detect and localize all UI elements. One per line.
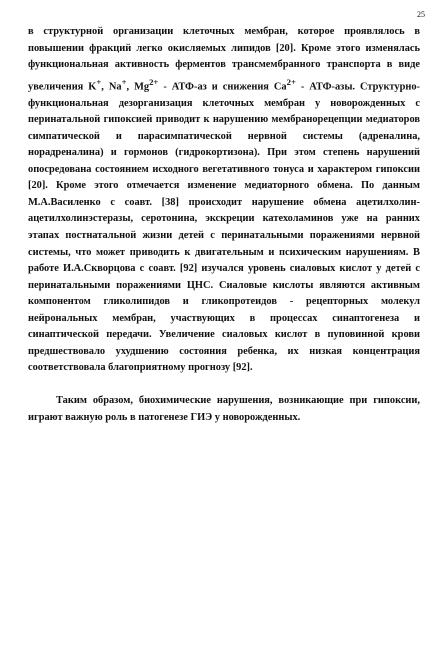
- text-run: , Na: [101, 81, 122, 93]
- superscript-charge: +: [121, 76, 127, 87]
- text-run: , Mg: [126, 81, 150, 93]
- text-run: в структурной организации клеточных мембран, которое проявлялось в повышении фракций легко окисляемых липидов [20]. Кроме этого изменялась функциональная активность ферментов трансмембранного транспорта в виде увеличения K: [28, 26, 420, 93]
- superscript-charge: 2+: [286, 76, 296, 87]
- superscript-charge: 2+: [149, 76, 159, 87]
- text-run: - АТФ-аз и снижения Ca: [158, 81, 287, 93]
- body-text: [28, 24, 420, 426]
- page-number: 25: [417, 10, 425, 19]
- superscript-charge: +: [96, 76, 102, 87]
- text-run: - АТФ-азы. Структурно-функциональная дезорганизация клеточных мембран у новорожденных с перинатальной гипоксией приводит к нарушению мембранорецепции медиаторов симпатической и парасимпатической нервной системы (адреналина, норадреналина) и гормонов (гидрокортизона). При этом степень нарушений опосредована состоянием исходного вегетативного тонуса и характером гипоксии [20]. Кроме этого отмечается изменение медиаторного обмена. По данным М.А.Василенко с соавт. [38] происходит нарушение обмена ацетилхолин-ацетилхолинэстеразы, серотонина, экскреции катехоламинов уже на ранних этапах постнатальной жизни детей с перинатальными поражениями нервной системы, что может приводить к двигательным и психическим нарушениям. В работе И.А.Скворцова с соавт. [92] изучался уровень сиаловых кислот у детей с перинатальными поражениями ЦНС. Сиаловые кислоты являются активным компонентом гликолипидов и гликопротеидов - рецепторных молекул нейрональных мембран, участвующих в процессах синаптогенеза и синаптической передачи. Увеличение сиаловых кислот в пуповинной крови предшествовало ухудшению состояния ребенка, их низкая концентрация соответствовала благоприятному прогнозу [92].: [28, 81, 421, 374]
- paragraph-conclusion: [28, 393, 420, 426]
- text-run: Таким образом, биохимические нарушения, возникающие при гипоксии, играют важную роль в патогенезе ГИЭ у новорожденных.: [28, 394, 420, 423]
- paragraph-continuation: [28, 24, 420, 377]
